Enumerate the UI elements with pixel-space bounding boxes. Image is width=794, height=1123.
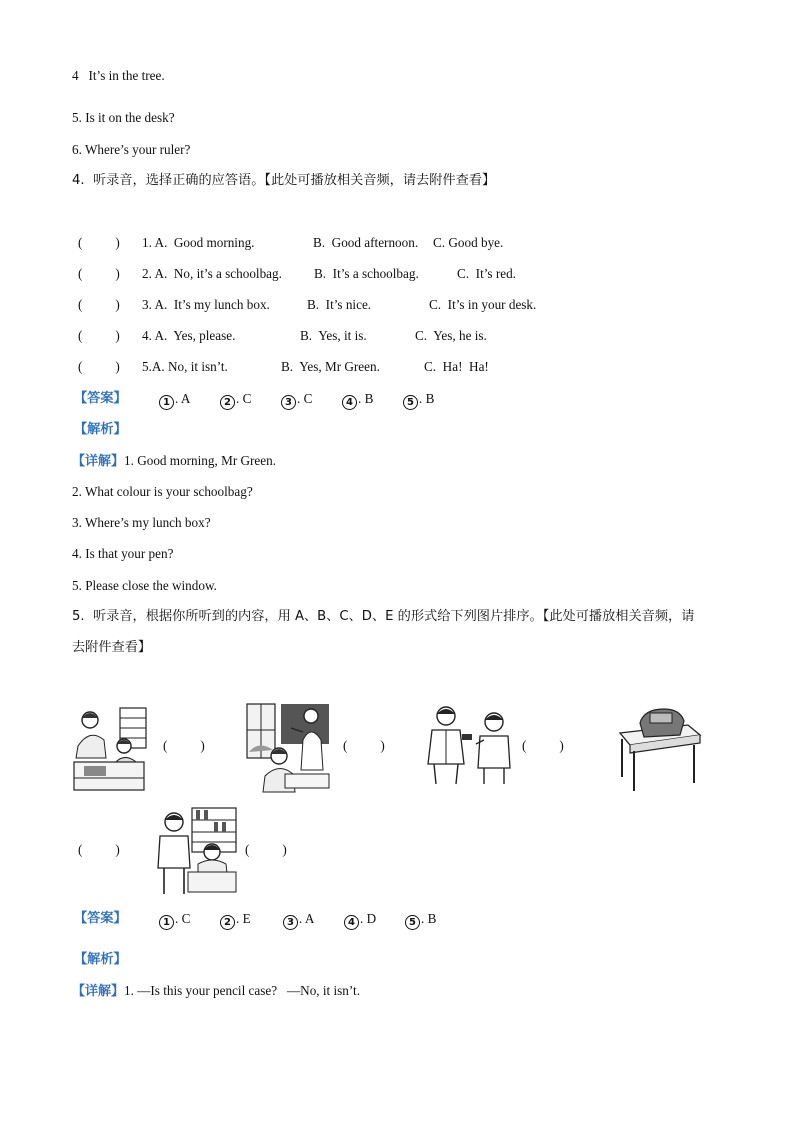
- option-b: B. Yes, Mr Green.: [281, 359, 380, 374]
- question-4-heading: 4. 听录音，选择正确的应答语。【此处可播放相关音频，请去附件查看】: [72, 173, 496, 188]
- picture-blank[interactable]: ( ): [522, 738, 564, 753]
- text-line: 5. Is it on the desk?: [72, 110, 175, 125]
- detail-line: 【详解】1. —Is this your pencil case? —No, it isn’t.: [72, 983, 361, 999]
- answer-tag: 【答案】: [74, 391, 127, 406]
- circle-number-icon: 1: [159, 395, 174, 410]
- option-b: B. Good afternoon.: [313, 235, 419, 250]
- answer-5: 5 . B: [403, 390, 434, 410]
- analysis-tag: 【解析】: [74, 952, 127, 967]
- option-b: B. It’s a schoolbag.: [314, 266, 419, 281]
- answer-2: 2 . E: [220, 910, 251, 930]
- answer-1: 1 . A: [159, 390, 190, 410]
- option-b: B. It’s nice.: [307, 297, 372, 312]
- option-a: 5.A. No, it isn’t.: [142, 359, 228, 374]
- answer-1: 1 . C: [159, 910, 190, 930]
- option-c: C. Yes, he is.: [415, 328, 487, 343]
- picture-blank[interactable]: ( ): [163, 738, 205, 753]
- option-a: 3. A. It’s my lunch box.: [142, 297, 270, 312]
- circle-number-icon: 4: [342, 395, 357, 410]
- detail-line: 5. Please close the window.: [72, 578, 217, 593]
- option-c: C. It’s in your desk.: [429, 297, 537, 312]
- answer-4: 4 . B: [342, 390, 373, 410]
- circle-number-icon: 5: [405, 915, 420, 930]
- option-c: C. Ha! Ha!: [424, 359, 489, 374]
- circle-number-icon: 2: [220, 395, 235, 410]
- schoolbag-on-desk-picture: [614, 703, 702, 793]
- option-a: 4. A. Yes, please.: [142, 328, 236, 343]
- question-5-heading: 5. 听录音，根据你所听到的内容，用 A、B、C、D、E 的形式给下列图片排序。【此处可播放相关音频，请: [72, 609, 695, 624]
- answer-2: 2 . C: [220, 390, 251, 410]
- answer-3: 3 . A: [283, 910, 314, 930]
- picture-blank[interactable]: ( ): [343, 738, 385, 753]
- picture-blank[interactable]: ( ): [78, 842, 120, 857]
- answer-blank[interactable]: ( ): [78, 266, 120, 281]
- answer-blank[interactable]: ( ): [78, 297, 120, 312]
- option-a: 2. A. No, it’s a schoolbag.: [142, 266, 282, 281]
- detail-tag: 【详解】: [72, 454, 125, 469]
- teacher-students-desk-picture: [72, 706, 148, 792]
- option-b: B. Yes, it is.: [300, 328, 367, 343]
- answer-tag: 【答案】: [74, 911, 127, 926]
- detail-line: 4. Is that your pen?: [72, 546, 174, 561]
- answer-blank[interactable]: ( ): [78, 328, 120, 343]
- option-a: 1. A. Good morning.: [142, 235, 255, 250]
- text-line: 6. Where’s your ruler?: [72, 142, 191, 157]
- detail-line: 3. Where’s my lunch box?: [72, 515, 211, 530]
- text-line: 4 It’s in the tree.: [72, 68, 165, 83]
- option-c: C. Good bye.: [433, 235, 504, 250]
- answer-4: 4 . D: [344, 910, 376, 930]
- answer-blank[interactable]: ( ): [78, 359, 120, 374]
- question-5-heading-cont: 去附件查看】: [72, 640, 152, 655]
- option-c: C. It’s red.: [457, 266, 516, 281]
- boys-at-bookshelf-picture: [152, 806, 238, 896]
- circle-number-icon: 1: [159, 915, 174, 930]
- circle-number-icon: 4: [344, 915, 359, 930]
- answer-3: 3 . C: [281, 390, 312, 410]
- answer-5: 5 . B: [405, 910, 436, 930]
- answer-blank[interactable]: ( ): [78, 235, 120, 250]
- two-boys-talking-picture: [424, 704, 514, 786]
- detail-line: 【详解】1. Good morning, Mr Green.: [72, 453, 277, 469]
- circle-number-icon: 2: [220, 915, 235, 930]
- detail-tag: 【详解】: [72, 984, 125, 999]
- detail-line: 2. What colour is your schoolbag?: [72, 484, 253, 499]
- picture-blank[interactable]: ( ): [245, 842, 287, 857]
- circle-number-icon: 3: [281, 395, 296, 410]
- circle-number-icon: 3: [283, 915, 298, 930]
- analysis-tag: 【解析】: [74, 422, 127, 437]
- circle-number-icon: 5: [403, 395, 418, 410]
- classroom-window-teacher-picture: [245, 702, 331, 794]
